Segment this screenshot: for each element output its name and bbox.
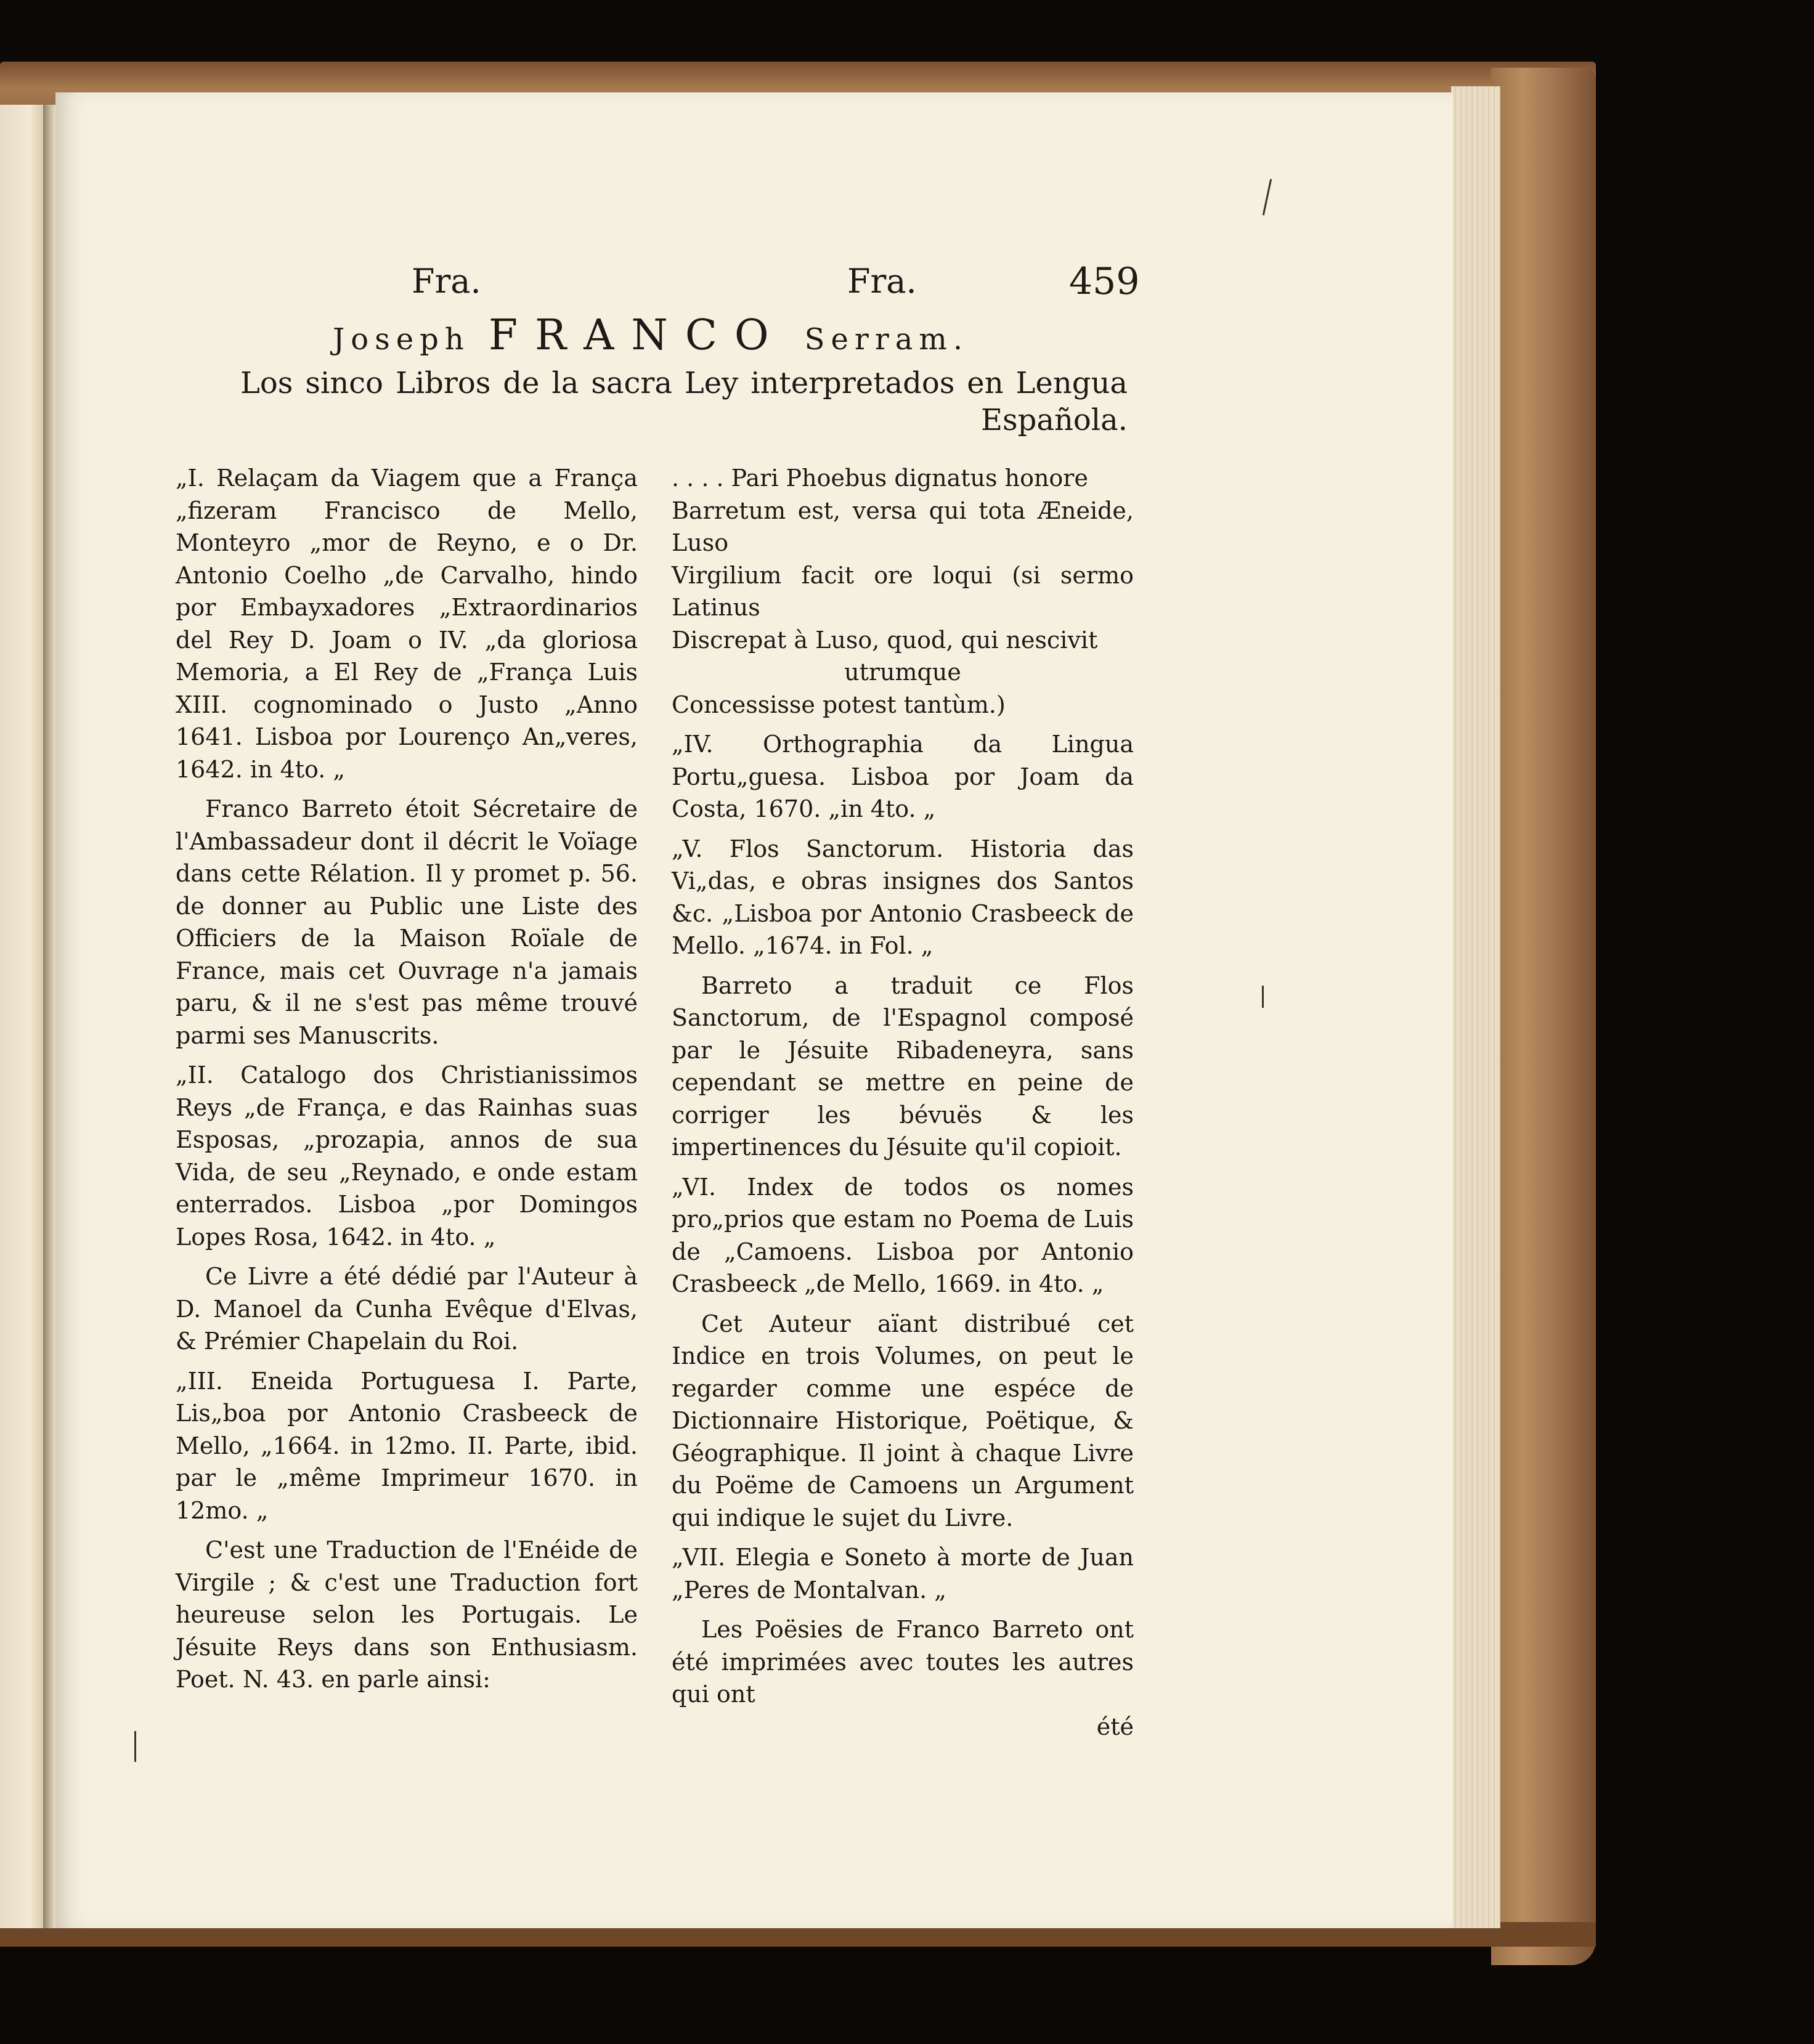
- stray-mark: [1262, 986, 1264, 1008]
- paragraph-iv: „IV. Orthographia da Lingua Portu„guesa. Lisboa por Joam da Costa, 1670. „in 4to. „: [672, 731, 1134, 822]
- verse-line-6: Concessisse potest tantùm.): [672, 691, 1006, 718]
- verse-line-4: Discrepat à Luso, quod, qui nescivit: [672, 626, 1098, 654]
- paragraph-i-note: Franco Barreto étoit Sécretaire de l'Ambassadeur dont il décrit le Voïage dans cette Rélation. Il y promet p. 56. de donner au Public une Liste des Officiers de la Maison Roïale de France, mais cet Ouvrage n'a jamais paru, & il ne s'est pas même trouvé parmi ses Manuscrits.: [176, 795, 638, 1049]
- book-cover-spine: [1491, 68, 1596, 1965]
- subtitle-line-1: Los sinco Libros de la sacra Ley interpretados en Lengua: [240, 366, 1128, 400]
- verse-line-5: utrumque: [844, 659, 961, 686]
- paragraph-ii-note: Ce Livre a été dédié par l'Auteur à D. Manoel da Cunha Evêque d'Elvas, & Prémier Chapelain du Roi.: [176, 1263, 638, 1355]
- entry-title: [333, 311, 1072, 360]
- title-last-name: Serram.: [804, 322, 969, 357]
- paragraph-vii: „VII. Elegia e Soneto à morte de Juan „Peres de Montalvan. „: [672, 1544, 1134, 1604]
- paragraph-ii: „II. Catalogo dos Christianissimos Reys „de França, e das Rainhas suas Esposas, „prozapia, annos de sua Vida, de seu „Reynado, e onde estam enterrados. Lisboa „por Domingos Lopes Rosa, 1642. in 4to. „: [176, 1061, 638, 1251]
- verse-line-3: Virgilium facit ore loqui (si sermo Latinus: [672, 561, 1134, 621]
- subtitle-line-2: Española.: [980, 403, 1128, 437]
- right-column: [672, 462, 1134, 1743]
- paragraph-vi-note: Cet Auteur aïant distribué cet Indice en trois Volumes, on peut le regarder comme une espéce de Dictionnaire Historique, Poëtique, & Géographique. Il joint à chaque Livre du Poëme de Camoens un Argument qui indique le sujet du Livre.: [672, 1310, 1134, 1531]
- verse-line-2: Barretum est, versa qui tota Æneide, Luso: [672, 497, 1134, 556]
- left-page-edge: [0, 105, 49, 1928]
- paragraph-vi: „VI. Index de todos os nomes pro„prios que estam no Poema de Luis de „Camoens. Lisboa por Antonio Crasbeeck „de Mello, 1669. in 4to. „: [672, 1173, 1134, 1297]
- paragraph-vii-note: Les Poësies de Franco Barreto ont été imprimées avec toutes les autres qui ont: [672, 1616, 1134, 1708]
- paragraph-iii: „III. Eneida Portuguesa I. Parte, Lis„boa por Antonio Crasbeeck de Mello, „1664. in 12mo. II. Parte, ibid. par le „même Imprimeur 1670. in 12mo. „: [176, 1367, 638, 1524]
- page-number: 459: [1069, 260, 1140, 303]
- page-gutter: [43, 105, 57, 1928]
- title-first-name: Joseph: [333, 322, 470, 357]
- header-left: Fra.: [412, 262, 481, 301]
- left-column: [176, 462, 638, 1703]
- paragraph-i: „I. Relaçam da Viagem que a França „fizeram Francisco de Mello, Monteyro „mor de Reyno, e o Dr. Antonio Coelho „de Carvalho, hindo por Embayxadores „Extraordinarios del Rey D. Joam o IV. „da gloriosa Memoria, a El Rey de „França Luis XIII. cognominado o Justo „Anno 1641. Lisboa por Lourenço An„veres, 1642. in 4to. „: [176, 464, 638, 783]
- header-center: Fra.: [847, 262, 917, 301]
- verse-line-1: . . . . Pari Phoebus dignatus honore: [672, 464, 1088, 492]
- entry-subtitle: [240, 365, 1128, 439]
- title-surname: FRANCO: [488, 311, 786, 360]
- paragraph-iii-note: C'est une Traduction de l'Enéide de Virgile ; & c'est une Traduction fort heureuse selon les Portugais. Le Jésuite Reys dans son Enthusiasm. Poet. N. 43. en parle ainsi:: [176, 1536, 638, 1693]
- paragraph-v: „V. Flos Sanctorum. Historia das Vi„das, e obras insignes dos Santos &c. „Lisboa por Antonio Crasbeeck de Mello. „1674. in Fol. „: [672, 835, 1134, 959]
- catchword: été: [1096, 1713, 1134, 1740]
- page-edges: [1451, 86, 1500, 1928]
- stray-mark: [134, 1731, 136, 1762]
- paragraph-v-note: Barreto a traduit ce Flos Sanctorum, de l'Espagnol composé par le Jésuite Ribadeneyra, sans cependant se mettre en peine de corriger les bévuës & les impertinences du Jésuite qu'il copioit.: [672, 971, 1134, 1161]
